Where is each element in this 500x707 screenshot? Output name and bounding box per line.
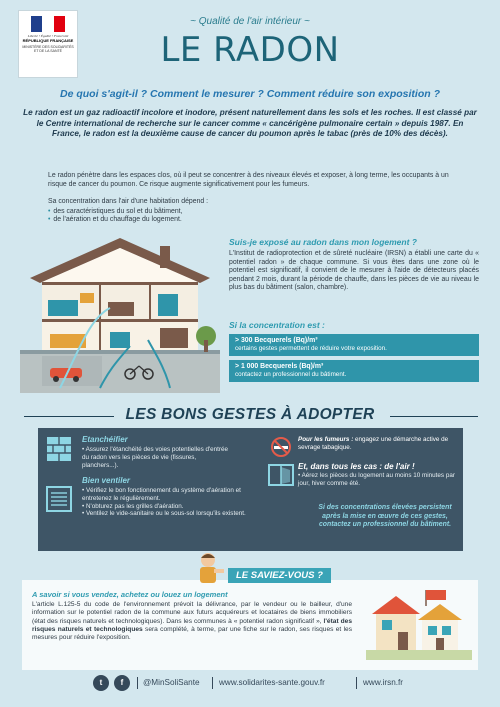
body-paragraph-1: Le radon pénètre dans les espaces clos, où il peut se concentrer à des niveaux élevés et exposer, à long terme, les occupants à un risque de cancer du poumon. Ce risque augmente significativement pour les fumeurs. (48, 172, 449, 188)
list-item: • N'obturez pas les grilles d'aération. (82, 502, 184, 510)
intro-paragraph: Le radon est un gaz radioactif incolore et inodore, présent naturellement dans les sols et les roches. Il est classé par le Centre international de recherche sur le cancer comme « cancérigène pulmonaire certain » depuis 1987. En France, le radon est la deuxième cause de cancer du poumon après le tabac (près de 10% des décès). (23, 108, 477, 138)
houses-illustration (366, 584, 472, 664)
ventiler-list (82, 487, 247, 518)
open-window-icon (268, 464, 294, 486)
dependency-list (48, 208, 348, 225)
concentration-title: Si la concentration est : (229, 320, 325, 330)
tous-text: • Aérez les pièces du logement au moins 10 minutes par jour, hiver comme été. (298, 472, 455, 487)
exposure-question: Suis-je exposé au radon dans mon logement ? (229, 237, 417, 247)
concentration-box-300 (229, 334, 479, 356)
fumeurs-title: Pour les fumeurs : (298, 436, 354, 443)
gestes-panel (38, 428, 463, 551)
saviez-tag: LE SAVIEZ-VOUS ? (228, 568, 331, 583)
concentration-box-1000 (229, 360, 479, 382)
divider (137, 677, 138, 689)
page-kicker: ~ Qualité de l'air intérieur ~ (190, 16, 310, 27)
vent-grille-icon (46, 486, 72, 512)
twitter-handle[interactable]: @MinSoliSante (143, 678, 200, 687)
logo-republic: RÉPUBLIQUE FRANÇAISE (22, 38, 74, 43)
concentration-advice: certains gestes permettent de réduire votre exposition. (235, 345, 387, 352)
gestes-conclusion: Si des concentrations élevées persistent après la mise en œuvre de ces gestes, contactez un professionnel du bâtiment. (318, 504, 452, 529)
website-link-irsn[interactable]: www.irsn.fr (363, 678, 404, 687)
logo-motto: Liberté • Égalité • Fraternité (27, 34, 69, 38)
key-questions: De quoi s'agit-il ? Comment le mesurer ? Comment réduire son exposition ? (60, 88, 440, 100)
no-smoking-icon (270, 436, 292, 458)
list-item: • des caractéristiques du sol et du bâtiment, (48, 208, 183, 215)
divider (356, 677, 357, 689)
ventiler-title: Bien ventiler (82, 476, 131, 485)
list-item: • Vérifiez le bon fonctionnement du système d'aération et entretenez le régulièrement. (82, 487, 241, 502)
body-paragraph-2: Sa concentration dans l'air d'une habitation dépend : (48, 198, 209, 205)
fumeurs-text: Pour les fumeurs : engagez une démarche active de sevrage tabagique. (298, 436, 449, 451)
house-illustration (20, 228, 220, 393)
list-item: • de l'aération et du chauffage du logement. (48, 216, 182, 224)
page-title: LE RADON (160, 30, 340, 70)
saviez-text: L'article L.125-5 du code de l'environnement prévoit la délivrance, par le vendeur ou le bailleur, d'une information sur le potentiel radon de la commune aux futurs acquéreurs et locataires de biens immobiliers (état des risques naturels et technologiques). Dans les communes à « potentiel radon significatif », l'état des risques naturels et technologiques sera complété, à terme, par une fiche sur le radon, ses risques et les mesures pour réduire l'exposition. (32, 601, 352, 642)
divider (212, 677, 213, 689)
wall-icon (46, 436, 72, 462)
website-link-solidarites[interactable]: www.solidarites-sante.gouv.fr (219, 678, 325, 687)
logo-ministry: MINISTÈRE DES SOLIDARITÉS ET DE LA SANTÉ (22, 45, 74, 53)
concentration-level: > 1 000 Becquerels (Bq)/m³ (235, 363, 324, 370)
concentration-level: > 300 Becquerels (Bq)/m³ (235, 337, 318, 344)
gestes-title: LES BONS GESTES À ADOPTER (125, 406, 375, 423)
saviez-head: A savoir si vous vendez, achetez ou louez un logement (32, 590, 228, 599)
etancheifier-title: Etanchéifier (82, 435, 128, 444)
etancheifier-text: • Assurez l'étanchéité des voies potentielles d'entrée du radon vers les pièces de vie (fissures, planchers...). (82, 446, 229, 469)
tous-title: Et, dans tous les cas : de l'air ! (298, 462, 415, 471)
exposure-text: L'Institut de radioprotection et de sûreté nucléaire (IRSN) a établi une carte du « potentiel radon » de chaque commune. Si vous êtes dans une zone où le potentiel est significatif, il convient de le mesurer à l'aide de détecteurs placés pendant 2 mois, durant la période de chauffe, dans les pièces de vie au niveau le plus bas du bâtiment (salon, chambre). (229, 250, 479, 292)
list-item: • Ventilez le vide-sanitaire ou le sous-sol lorsqu'ils existent. (82, 510, 246, 518)
person-pointing-icon (194, 550, 226, 586)
facebook-icon[interactable]: f (114, 675, 130, 691)
concentration-advice: contactez un professionnel du bâtiment. (235, 371, 347, 378)
twitter-icon[interactable]: t (93, 675, 109, 691)
